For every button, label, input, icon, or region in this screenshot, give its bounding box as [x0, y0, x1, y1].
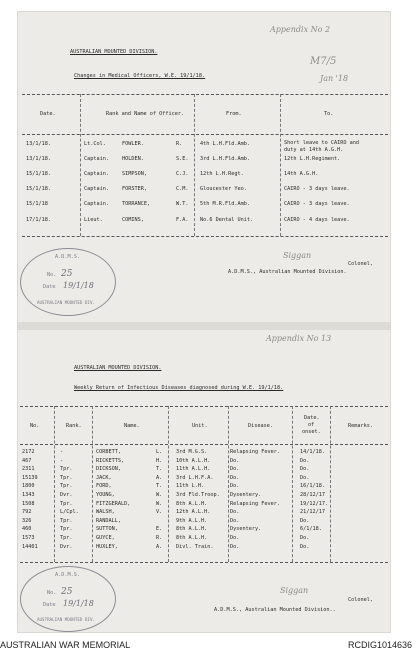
- row-name: RICKETTS,: [96, 457, 125, 464]
- row-initials: S.E.: [176, 156, 189, 162]
- row-date: 17/1/18.: [26, 217, 51, 223]
- row-unit: 3rd L.H.F.A.: [176, 474, 214, 481]
- row-initials: C.M.: [176, 186, 189, 192]
- row-rank: Captain.: [84, 171, 109, 177]
- row-onset-date: 28/12/17: [300, 492, 325, 498]
- row-onset-date: 16/1/18.: [300, 483, 325, 490]
- row-rank: L/Cpl.: [60, 509, 79, 516]
- row-unit: 3rd Fld.Troop.: [176, 492, 220, 498]
- row-initials: A.: [156, 474, 163, 481]
- row-number: 15139: [22, 474, 38, 481]
- row-initials: E.: [156, 526, 163, 533]
- row-number: 460: [22, 526, 32, 533]
- row-unit: 8th A.L.H.: [176, 526, 208, 533]
- row-number: 467: [22, 457, 32, 464]
- row-number: 2172: [22, 449, 35, 455]
- row-initials: W.T.: [176, 201, 189, 207]
- row-rank: Dvr.: [60, 543, 73, 550]
- adms-stamp: [20, 566, 116, 632]
- row-rank: Tpr.: [60, 466, 73, 473]
- row-disease: Do.: [230, 543, 240, 550]
- row-onset-date: 19/12/17.: [300, 500, 329, 507]
- table-top-rule: [20, 406, 388, 407]
- signature-rank: Colonel,: [348, 597, 373, 603]
- stamp-date-value: 19/1/18: [63, 599, 94, 608]
- row-name: FORSTER,: [122, 186, 147, 192]
- row-name: GUYCE,: [96, 535, 115, 541]
- stamp-top-text: A.D.M.S.: [55, 254, 80, 260]
- table-top-rule: [22, 94, 388, 95]
- row-disease: Relapsing Fever.: [230, 449, 280, 455]
- row-rank: Captain.: [84, 186, 109, 192]
- column-header: Disease.: [248, 423, 273, 429]
- row-rank: Tpr.: [60, 535, 73, 541]
- table-bottom-rule: [20, 562, 388, 563]
- column-header: Rank.: [66, 423, 82, 429]
- stamp-top-text: A.D.M.S.: [55, 572, 80, 578]
- row-rank: Tpr.: [60, 517, 73, 524]
- row-from: Gloucester Yeo.: [200, 186, 247, 192]
- row-date: 13/1/18.: [26, 141, 51, 147]
- row-number: 1573: [22, 535, 35, 541]
- column-header: Name.: [124, 423, 140, 429]
- column-header: No.: [30, 423, 40, 429]
- row-date: 15/1/18.: [26, 171, 51, 177]
- stamp-no-value: 25: [61, 269, 73, 279]
- row-initials: W.: [156, 492, 163, 498]
- row-initials: C.J.: [176, 171, 189, 177]
- column-header: From.: [226, 111, 242, 117]
- archive-reference: RCDIG1014636: [347, 640, 412, 650]
- row-from: 4th L.H.Fld.Amb.: [200, 141, 250, 147]
- row-unit: 11th L.H.: [176, 483, 205, 490]
- column-header: Rank and Name of Officer.: [106, 111, 185, 117]
- row-number: 2311: [22, 466, 35, 473]
- row-name: YOUNG,: [96, 492, 115, 498]
- column-header-date: Date.: [304, 415, 320, 421]
- row-number: 792: [22, 509, 32, 516]
- column-header: To.: [324, 111, 334, 117]
- row-rank: Tpr.: [60, 483, 73, 490]
- row-number: 1800: [22, 483, 35, 490]
- row-name: COMINS,: [122, 217, 144, 223]
- row-disease: Do.: [230, 517, 240, 524]
- row-disease: Do.: [230, 535, 240, 541]
- stamp-date-label: Date: [43, 284, 56, 290]
- column-divider: [194, 94, 195, 236]
- table-bottom-rule: [22, 236, 388, 237]
- row-to: 14th A.G.H.: [284, 171, 319, 177]
- row-initials: H.: [156, 457, 163, 464]
- row-onset-date: Do.: [300, 535, 310, 541]
- row-name: FORD,: [96, 483, 112, 490]
- reference-annotation: M7/5: [310, 56, 337, 67]
- row-unit: 9th A.L.H.: [176, 517, 208, 524]
- row-from: No.6 Dental Unit.: [200, 217, 254, 223]
- row-initials: V.: [156, 509, 163, 516]
- row-initials: L.: [156, 449, 163, 455]
- signature-rank: Colonel,: [348, 261, 373, 267]
- stamp-date-label: Date: [43, 602, 56, 608]
- row-name: HOLDEN.: [122, 156, 144, 162]
- row-rank: Lt.Col.: [84, 141, 106, 147]
- column-divider: [92, 406, 93, 562]
- row-name: JACK,: [96, 474, 112, 481]
- row-date: 15/1/18: [26, 201, 48, 207]
- row-rank: Lieut.: [84, 217, 103, 223]
- row-name: RANDALL,: [96, 517, 121, 524]
- row-onset-date: 6/1/18.: [300, 526, 322, 533]
- medical-officers-document: [18, 12, 390, 322]
- row-disease: Do.: [230, 474, 240, 481]
- column-header: Unit.: [192, 423, 208, 429]
- row-initials: W.: [156, 500, 163, 507]
- row-disease: Relapsing Fever.: [230, 500, 280, 507]
- row-name: WALSH,: [96, 509, 115, 516]
- row-name: FOWLER.: [122, 141, 144, 147]
- signature: Siggan: [283, 251, 312, 260]
- row-from: 5th M.R.Fld.Amb.: [200, 201, 250, 207]
- row-onset-date: Do.: [300, 466, 310, 473]
- column-divider: [292, 406, 293, 562]
- row-initials: A.: [156, 543, 163, 550]
- row-initials: T.: [156, 466, 163, 473]
- row-initials: F.A.: [176, 217, 189, 223]
- row-rank: Tpr.: [60, 526, 73, 533]
- adms-stamp: [20, 248, 116, 316]
- row-disease: Do.: [230, 466, 240, 473]
- row-unit: Divl. Train.: [176, 543, 214, 550]
- document-subheading: Weekly Return of Infectious Diseases diagnosed during W.E. 19/1/18.: [74, 385, 284, 391]
- row-rank: Dvr.: [60, 492, 73, 498]
- row-unit: 3rd M.G.S.: [176, 449, 208, 455]
- archive-credit: AUSTRALIAN WAR MEMORIAL: [0, 640, 131, 650]
- document-heading: AUSTRALIAN MOUNTED DIVISION.: [74, 365, 162, 371]
- row-unit: 8th A.L.H.: [176, 500, 208, 507]
- column-divider: [280, 94, 281, 236]
- row-rank: -: [60, 449, 64, 455]
- row-to: CAIRO - 3 days leave.: [284, 201, 350, 207]
- column-header: Remarks.: [348, 423, 373, 429]
- row-onset-date: Do.: [300, 474, 310, 481]
- row-initials: T.: [156, 483, 163, 490]
- row-unit: 11th A.L.H.: [176, 466, 211, 473]
- row-initials: R.: [176, 141, 183, 147]
- row-to: CAIRO - 3 days leave.: [284, 186, 350, 192]
- date-annotation: Jan '18: [320, 74, 349, 83]
- row-date: 13/1/18.: [26, 156, 51, 162]
- row-rank: Captain.: [84, 156, 109, 162]
- row-date: 15/1/18.: [26, 186, 51, 192]
- header-bottom-rule: [22, 134, 388, 135]
- row-disease: Do.: [230, 483, 240, 490]
- row-to: Short leave to CAIRO and: [284, 140, 359, 146]
- appendix-annotation: Appendix No 2: [270, 25, 331, 34]
- row-to: 12th L.H.Regiment.: [284, 156, 341, 162]
- column-header: Date.: [40, 111, 56, 117]
- row-unit: 10th A.L.H.: [176, 457, 211, 464]
- stamp-bottom-text: AUSTRALIAN MOUNTED DIV.: [37, 617, 95, 622]
- row-name: FITZGERALD,: [96, 500, 131, 507]
- row-name: HUXLEY,: [96, 543, 118, 550]
- row-from: 3rd L.H.Fld.Amb.: [200, 156, 250, 162]
- row-to-continued: duty at 14th A.G.H.: [284, 147, 344, 153]
- row-onset-date: Do.: [300, 457, 310, 464]
- row-number: 1508: [22, 500, 35, 507]
- row-name: TORRANCE,: [122, 201, 151, 207]
- column-divider: [80, 94, 81, 236]
- row-number: 14401: [22, 543, 38, 550]
- row-disease: Dysentery.: [230, 526, 262, 533]
- row-name: CORBETT,: [96, 449, 121, 455]
- stamp-no-label: No.: [47, 590, 57, 596]
- row-to: CAIRO - 4 days leave.: [284, 217, 350, 223]
- document-subheading: Changes in Medical Officers, W.E. 19/1/18.: [74, 73, 206, 79]
- row-rank: Captain.: [84, 201, 109, 207]
- row-onset-date: Do.: [300, 517, 310, 524]
- page-fold: [18, 322, 390, 330]
- row-name: SUTTON,: [96, 526, 118, 533]
- row-disease: Do.: [230, 457, 240, 464]
- row-name: SIMPSON,: [122, 171, 147, 177]
- row-number: 1343: [22, 492, 35, 498]
- row-unit: 8th A.L.H.: [176, 535, 208, 541]
- row-rank: Tpr.: [60, 500, 73, 507]
- row-onset-date: Do.: [300, 543, 310, 550]
- row-from: 12th L.H.Regt.: [200, 171, 244, 177]
- column-divider: [228, 406, 229, 562]
- appendix-annotation: Appendix No 13: [266, 334, 332, 343]
- stamp-bottom-text: AUSTRALIAN MOUNTED DIV.: [37, 300, 95, 305]
- row-rank: -: [60, 457, 64, 464]
- row-initials: R.: [156, 535, 163, 541]
- infectious-diseases-document: [18, 330, 390, 630]
- signature-organisation: A.D.M.S., Australian Mounted Division..: [214, 607, 336, 613]
- row-number: 326: [22, 517, 32, 524]
- column-divider: [330, 406, 331, 562]
- document-sheet: [18, 12, 390, 632]
- row-onset-date: 14/1/18.: [300, 449, 325, 455]
- column-divider: [168, 406, 169, 562]
- row-disease: Dysentery.: [230, 492, 262, 498]
- header-bottom-rule: [20, 444, 388, 445]
- stamp-no-value: 25: [61, 587, 73, 597]
- stamp-no-label: No.: [47, 272, 57, 278]
- column-header-date-of: of: [308, 422, 315, 428]
- row-rank: Tpr.: [60, 474, 73, 481]
- stamp-date-value: 19/1/18: [63, 281, 94, 290]
- signature: Siggan: [280, 586, 309, 595]
- row-unit: 12th A.L.H.: [176, 509, 211, 516]
- row-name: DICKSON,: [96, 466, 121, 473]
- column-header-onset: onset.: [302, 429, 321, 435]
- row-onset-date: 21/12/17: [300, 509, 325, 516]
- signature-organisation: A.D.M.S., Australian Mounted Division.: [228, 269, 347, 275]
- document-heading: AUSTRALIAN MOUNTED DIVISION.: [70, 49, 158, 55]
- column-divider: [54, 406, 55, 562]
- row-disease: Do.: [230, 509, 240, 516]
